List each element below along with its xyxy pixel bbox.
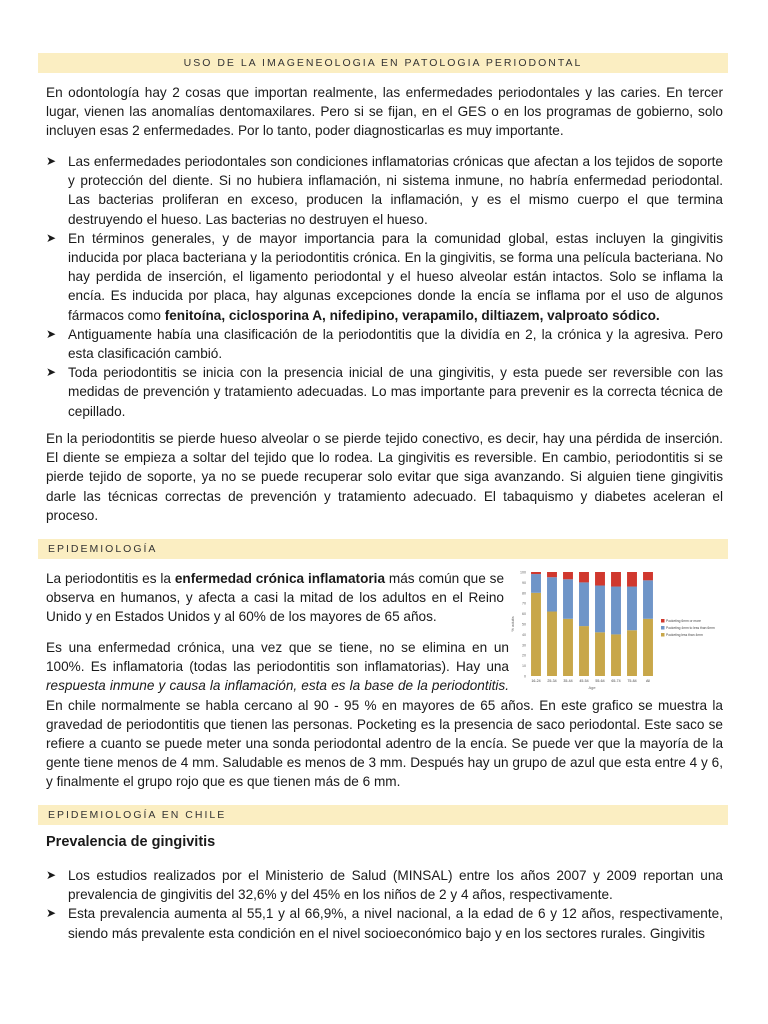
y-tick-label: 40 bbox=[522, 632, 526, 637]
bullet-list-3 bbox=[46, 866, 723, 943]
legend-label: Pocketing 6mm or more bbox=[666, 619, 701, 623]
x-tick-label: 35-44 bbox=[563, 679, 573, 683]
intro-paragraph: En odontología hay 2 cosas que importan realmente, las enfermedades periodontales y las caries. En tercer lugar, vienen las anomalías dentomaxilares. Pero si se fijan, en el GES o en los programas de gobierno, solo incluyen esas 2 enfermedades. Por lo tanto, poder diagnosticarlas es muy importante. bbox=[46, 85, 723, 139]
section-band-chile bbox=[38, 805, 728, 825]
y-tick-label: 60 bbox=[522, 612, 526, 617]
arrow-bullet-icon: ➤ bbox=[46, 365, 57, 380]
arrow-bullet-icon: ➤ bbox=[46, 868, 57, 882]
x-tick-label: 65-74 bbox=[611, 679, 621, 683]
list-item: ➤ Los estudios realizados por el Ministerio de Salud (MINSAL) entre los años 2007 y 2009 reportan una prevalencia de gingivitis del 32,6% y del 45% en los niños de 2 y 4 años, respectivamente. bbox=[46, 868, 723, 903]
bar-segment bbox=[563, 572, 573, 579]
bar-segment bbox=[547, 577, 557, 611]
section-heading: EPIDEMIOLOGÍA EN CHILE bbox=[48, 809, 227, 821]
bar-segment bbox=[595, 572, 605, 586]
document-title: USO DE LA IMAGENEOLOGIA EN PATOLOGIA PERIODONTAL bbox=[183, 57, 583, 69]
bar-segment bbox=[611, 572, 621, 587]
bullet-list-1 bbox=[46, 152, 723, 421]
legend-swatch bbox=[661, 626, 665, 630]
section-heading: EPIDEMIOLOGÍA bbox=[48, 543, 158, 555]
gingivitis-subheading: Prevalencia de gingivitis bbox=[46, 834, 216, 850]
bar-segment bbox=[579, 572, 589, 582]
y-tick-label: 20 bbox=[522, 653, 526, 658]
bar-segment bbox=[547, 572, 557, 577]
list-item: ➤ Esta prevalencia aumenta al 55,1 y al 66,9%, a nivel nacional, a la edad de 6 y 12 años, respectivamente, siendo más prevalente esta condición en el nivel socioeconómico bajo y en los sectores rurales. Gingivitis bbox=[46, 906, 723, 941]
legend-swatch bbox=[661, 619, 665, 623]
y-tick-label: 10 bbox=[522, 664, 526, 669]
arrow-bullet-icon: ➤ bbox=[46, 326, 57, 341]
y-tick-label: 90 bbox=[522, 580, 526, 585]
legend-label: Pocketing less than 4mm bbox=[666, 633, 703, 637]
title-band bbox=[38, 53, 728, 73]
chart-ylabel: % adults bbox=[510, 616, 515, 632]
legend-label: Pocketing 4mm to less than 6mm bbox=[666, 626, 715, 630]
epi-paragraph-1: La periodontitis es la enfermedad crónica inflamatoria más común que se observa en humanos, y afecta a casi la mitad de los adultos en el Reino Unido y en Estados Unidos y al 60% de los mayores de 65 años. bbox=[46, 571, 505, 625]
x-tick-label: 25-34 bbox=[547, 679, 557, 683]
list-item: ➤ Las enfermedades periodontales son condiciones inflamatorias crónicas que afectan a los tejidos de soporte y protección del diente. Si no hubiera inflamación, ni sistema inmune, no habría enfermedad periodontal. Las bacterias proliferan en exceso, producen la inflamación, y es el mismo cuerpo el que termina destruyendo el hueso. Las bacterias no destruyen el hueso. bbox=[46, 154, 723, 227]
list-item: ➤ Antiguamente había una clasificación de la periodontitis que la dividía en 2, la crónica y la agresiva. Pero esta clasificación cambió. bbox=[46, 326, 723, 362]
y-tick-label: 0 bbox=[524, 674, 526, 679]
epi-paragraph-2: Es una enfermedad crónica, una vez que se tiene, no se elimina en un 100%. Es inflamatoria (todas las periodontitis son inflamatorias). Hay una respuesta inmune y causa la inflamación, esta es la base de la periodontitis. En chile normalmente se habla cercano al 90 - 95 % en mayores de 65 años. En este grafico se muestra la gravedad de periodontitis que tienen las personas. Pocketing es la presencia de saco periodontal. Este saco se refiere a cuanto se puede meter una sonda periodontal adentro de la encía. Se puede ver que la mayoría de la gente tiene menos de 4 mm. Saludable es menos de 3 mm. Después hay un grupo de azul que esta entre 4 y 6, y finalmente el grupo rojo que es que tienen más de 6 mm. bbox=[46, 640, 723, 790]
section-band-epidemiologia bbox=[38, 539, 728, 559]
bar-segment bbox=[531, 572, 541, 574]
bar-segment bbox=[579, 582, 589, 626]
chart-xlabel: Age bbox=[588, 685, 596, 690]
bar-segment bbox=[627, 587, 637, 631]
y-tick-label: 50 bbox=[522, 622, 526, 627]
bar-segment bbox=[595, 586, 605, 633]
arrow-bullet-icon: ➤ bbox=[46, 154, 57, 168]
periodontitis-paragraph: En la periodontitis se pierde hueso alveolar o se pierde tejido conectivo, es decir, hay una pérdida de inserción. El diente se empieza a soltar del tejido que lo rodea. La gingivitis es reversible. En cambio, periodontitis si se pierde tejido de soporte, ya no se puede recuperar solo evitar que siga avanzando. Si alguien tiene gingivitis darle las técnicas correctas de prevención y tratamiento adecuado. El tabaquismo y diabetes aceleran el proceso. bbox=[46, 431, 723, 523]
arrow-bullet-icon: ➤ bbox=[46, 906, 57, 921]
bar-segment bbox=[643, 580, 653, 618]
arrow-bullet-icon: ➤ bbox=[46, 230, 57, 245]
x-tick-label: 55-64 bbox=[595, 679, 605, 683]
x-tick-label: 16-24 bbox=[531, 679, 541, 683]
list-item: ➤ Toda periodontitis se inicia con la presencia inicial de una gingivitis, y esta puede ser reversible con las medidas de prevención y tratamiento adecuadas. Lo mas importante para prevenir es la correcta técnica de cepillado. bbox=[46, 365, 723, 419]
bar-segment bbox=[643, 572, 653, 580]
list-item: ➤ En términos generales, y de mayor importancia para la comunidad global, estas incluyen la gingivitis inducida por placa bacteriana y la periodontitis crónica. En la gingivitis, se forma una película bacteriana. No hay perdida de inserción, el ligamento periodontal y el hueso alveolar están intactos. Solo se inflama la encía. Es inducida por placa, hay algunas excepciones donde la encía se inflama por el uso de algunos fármacos como fenitoína, ciclosporina A, nifedipino, verapamilo, diltiazem, valproato sódico. bbox=[46, 230, 723, 323]
y-tick-label: 100 bbox=[520, 570, 526, 575]
bar-segment bbox=[627, 572, 637, 587]
y-tick-label: 30 bbox=[522, 643, 526, 648]
x-tick-label: 75-84 bbox=[627, 679, 637, 683]
bar-segment bbox=[611, 587, 621, 635]
y-tick-label: 80 bbox=[522, 591, 526, 596]
legend-swatch bbox=[661, 633, 665, 637]
drug-list-bold: fenitoína, ciclosporina A, nifedipino, verapamilo, diltiazem, valproato sódico. bbox=[164, 307, 660, 323]
x-tick-label: 45-54 bbox=[579, 679, 589, 683]
x-tick-label: All bbox=[646, 679, 650, 683]
bar-segment bbox=[563, 579, 573, 619]
y-tick-label: 70 bbox=[522, 601, 526, 606]
bar-segment bbox=[531, 574, 541, 593]
